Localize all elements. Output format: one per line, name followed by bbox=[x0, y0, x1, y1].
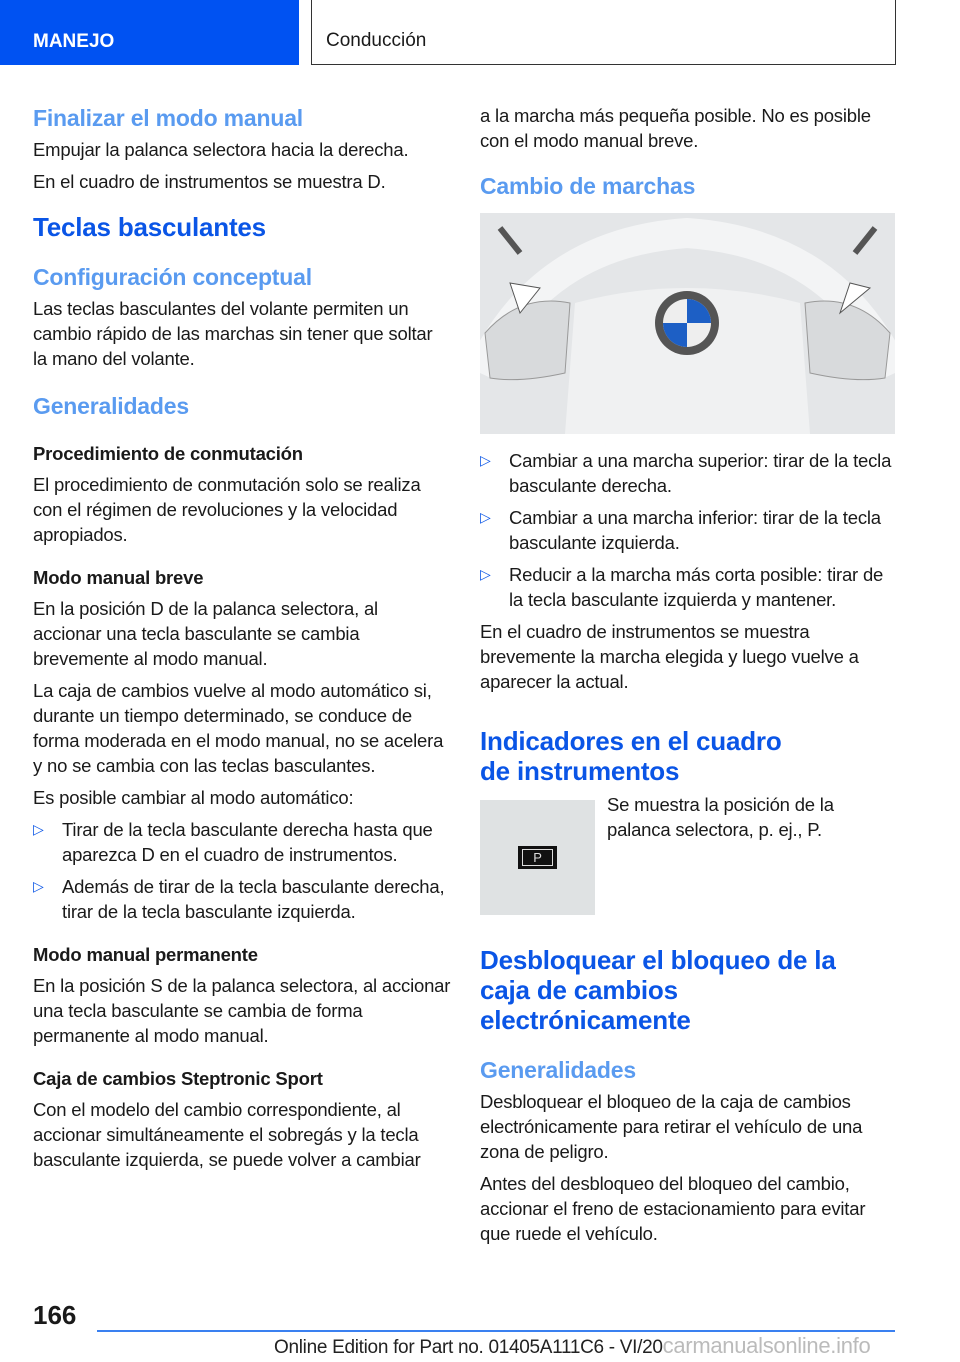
paragraph: Es posible cambiar al modo automático: bbox=[33, 787, 354, 808]
paragraph: Se muestra la posición de la palanca selectora, p. ej., P. bbox=[607, 794, 834, 840]
triangle-bullet-icon: ▷ bbox=[480, 452, 491, 468]
list-item-text: Cambiar a una marcha inferior: tirar de la tecla basculante izquierda. bbox=[509, 507, 881, 553]
heading: Generalidades bbox=[480, 1057, 636, 1083]
list-item-text: Tirar de la tecla basculante derecha hasta que aparezca D en el cuadro de instrumentos. bbox=[62, 819, 433, 865]
park-indicator-icon: P bbox=[522, 849, 552, 866]
heading: Desbloquear el bloqueo de la caja de cambios electrónicamente bbox=[480, 945, 836, 1035]
paragraph: Antes del desbloqueo del bloqueo del cambio, accionar el freno de estacionamiento para evitar que ruede el vehículo. bbox=[480, 1173, 866, 1244]
heading: Teclas basculantes bbox=[33, 212, 266, 242]
footer-divider bbox=[97, 1330, 895, 1332]
paragraph: Las teclas basculantes del volante permiten un cambio rápido de las marchas sin tener que soltar la mano del volante. bbox=[33, 298, 433, 369]
triangle-bullet-icon: ▷ bbox=[480, 509, 491, 525]
paragraph: Desbloquear el bloqueo de la caja de cambios electrónicamente para retirar el vehículo de una zona de peligro. bbox=[480, 1091, 863, 1162]
paragraph: En la posición D de la palanca selectora, al accionar una tecla basculante se cambia brevemente al modo manual. bbox=[33, 598, 378, 669]
paragraph: En el cuadro de instrumentos se muestra brevemente la marcha elegida y luego vuelve a aparecer la actual. bbox=[480, 621, 859, 692]
indicator-block bbox=[480, 794, 898, 915]
gear-indicator-image bbox=[480, 800, 595, 915]
left-column bbox=[33, 103, 451, 1179]
heading: Indicadores en el cuadro de instrumentos bbox=[480, 726, 782, 786]
edition-text: Online Edition for Part no. 01405A111C6 - VI/20 bbox=[274, 1337, 663, 1358]
list-item bbox=[480, 505, 898, 555]
watermark: carmanualsonline.info bbox=[662, 1333, 871, 1358]
list-item bbox=[33, 874, 451, 924]
paragraph: Empujar la palanca selectora hacia la derecha. bbox=[33, 139, 409, 160]
list-item bbox=[480, 448, 898, 498]
subheading: Caja de cambios Steptronic Sport bbox=[33, 1068, 323, 1089]
paragraph: En el cuadro de instrumentos se muestra D. bbox=[33, 171, 386, 192]
subheading: Modo manual breve bbox=[33, 567, 204, 588]
triangle-bullet-icon: ▷ bbox=[480, 566, 491, 582]
steering-wheel-image bbox=[480, 213, 895, 434]
subheading: Procedimiento de conmutación bbox=[33, 443, 303, 464]
chapter-tab bbox=[0, 0, 299, 65]
list-item-text: Cambiar a una marcha superior: tirar de la tecla basculante derecha. bbox=[509, 450, 892, 496]
page-number: 166 bbox=[33, 1300, 77, 1330]
triangle-bullet-icon: ▷ bbox=[33, 821, 44, 837]
section-label: Conducción bbox=[326, 30, 427, 51]
chapter-label: MANEJO bbox=[33, 31, 115, 52]
paragraph: El procedimiento de conmutación solo se realiza con el régimen de revoluciones y la velocidad apropiados. bbox=[33, 474, 421, 545]
paragraph: Con el modelo del cambio correspondiente, al accionar simultáneamente el sobregás y la tecla basculante izquierda, se puede volver a cambiar bbox=[33, 1099, 421, 1170]
right-column bbox=[480, 103, 898, 1253]
section-header bbox=[311, 0, 896, 65]
list-item bbox=[33, 817, 451, 867]
heading: Finalizar el modo manual bbox=[33, 105, 303, 131]
heading: Configuración conceptual bbox=[33, 264, 312, 290]
paragraph: La caja de cambios vuelve al modo automático si, durante un tiempo determinado, se conduce de forma moderada en el modo manual, no se acelera y no se cambia con las teclas basculantes. bbox=[33, 680, 444, 776]
list-item bbox=[480, 562, 898, 612]
list-item-text: Reducir a la marcha más corta posible: tirar de la tecla basculante izquierda y mantener. bbox=[509, 564, 884, 610]
triangle-bullet-icon: ▷ bbox=[33, 878, 44, 894]
paragraph: a la marcha más pequeña posible. No es posible con el modo manual breve. bbox=[480, 105, 871, 151]
heading: Generalidades bbox=[33, 393, 189, 419]
footer bbox=[274, 1333, 870, 1359]
heading: Cambio de marchas bbox=[480, 173, 696, 199]
list-item-text: Además de tirar de la tecla basculante derecha, tirar de la tecla basculante izquierda. bbox=[62, 876, 445, 922]
subheading: Modo manual permanente bbox=[33, 944, 258, 965]
paragraph: En la posición S de la palanca selectora, al accionar una tecla basculante se cambia de forma permanente al modo manual. bbox=[33, 975, 451, 1046]
